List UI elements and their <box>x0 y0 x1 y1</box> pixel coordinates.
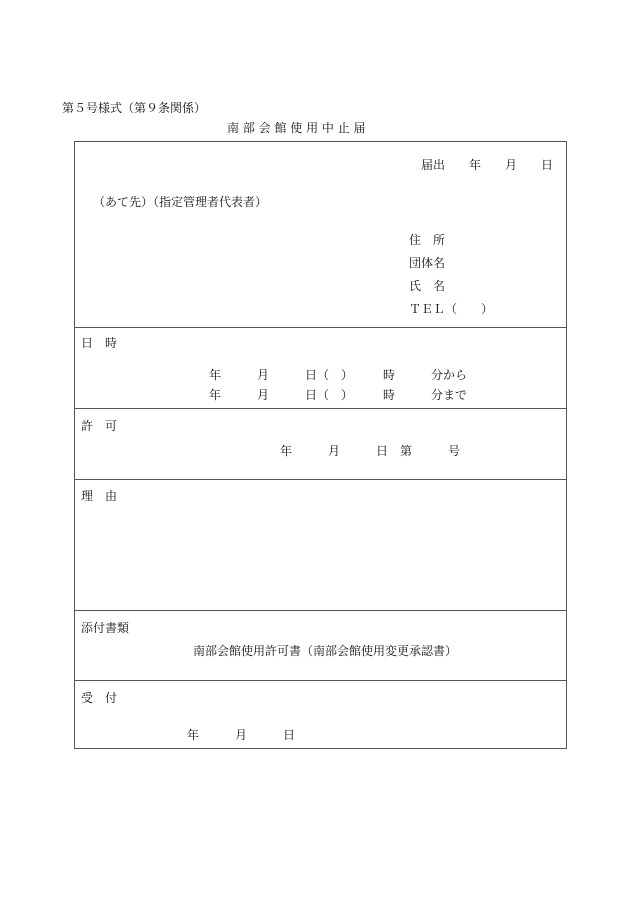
form-number: 第５号様式（第９条関係） <box>62 101 207 115</box>
document-title: 南 部 会 館 使 用 中 止 届 <box>227 121 366 135</box>
attachments-text: 南部会館使用許可書（南部会館使用変更承認書） <box>193 644 458 658</box>
address-label: 住 所 <box>409 233 446 247</box>
divider <box>75 327 566 328</box>
submit-date: 届出 年 月 日 <box>421 158 554 172</box>
name-label: 氏 名 <box>409 279 446 293</box>
divider <box>75 610 566 611</box>
reception-date: 年 月 日 <box>187 728 296 742</box>
reason-label: 理 由 <box>81 489 118 503</box>
datetime-to: 年 月 日（ ） 時 分まで <box>209 388 468 402</box>
divider <box>75 680 566 681</box>
divider <box>75 479 566 480</box>
addressee: （あて先）（指定管理者代表者） <box>93 195 268 209</box>
group-name-label: 団体名 <box>409 256 446 270</box>
permit-label: 許 可 <box>81 419 118 433</box>
reception-label: 受 付 <box>81 691 118 705</box>
form-table <box>74 141 567 749</box>
permit-line: 年 月 日 第 号 <box>280 444 461 458</box>
datetime-from: 年 月 日（ ） 時 分から <box>209 368 468 382</box>
attachments-label: 添付書類 <box>81 621 130 635</box>
tel-label: ＴＥＬ（ ） <box>409 302 494 316</box>
datetime-label: 日 時 <box>81 336 118 350</box>
divider <box>75 408 566 409</box>
